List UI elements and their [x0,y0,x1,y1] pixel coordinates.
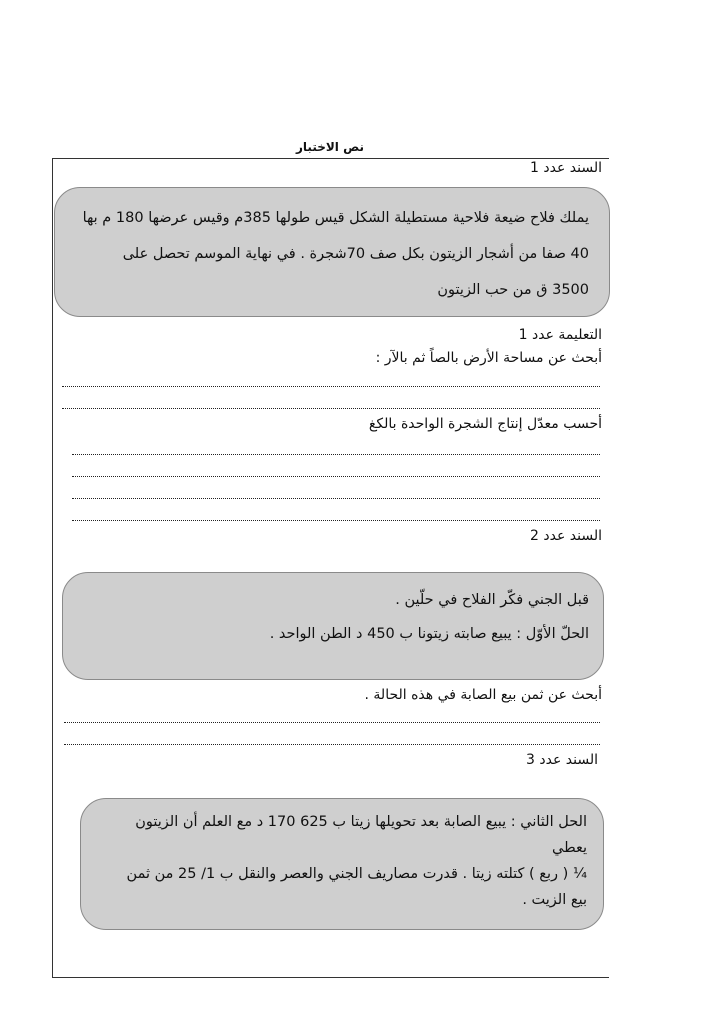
doc1-line-2: 40 صفا من أشجار الزيتون بكل صف 70شجرة . في نهاية الموسم تحصل على [122,246,589,262]
doc2-box [62,572,604,680]
doc1-line-1: يملك فلاح ضيعة فلاحية مستطيلة الشكل قيس طولها 385م وقيس عرضها 180 م بها [82,210,589,226]
doc2-heading: السند عدد 2 [530,528,602,544]
task1-question-1: أبحث عن مساحة الأرض بالصاً ثم بالآر : [375,350,602,366]
doc1-heading: السند عدد 1 [530,160,602,176]
answer-line[interactable] [72,476,600,477]
doc2-question: أبحث عن ثمن بيع الصابة في هذه الحالة . [364,687,602,703]
doc3-box [80,798,604,930]
answer-line[interactable] [62,408,600,409]
answer-line[interactable] [72,454,600,455]
doc3-line-2: يعطي [551,840,587,856]
doc3-line-4: بيع الزيت . [522,892,587,908]
doc1-line-3: 3500 ق من حب الزيتون [437,282,589,298]
doc3-heading: السند عدد 3 [526,752,598,768]
doc2-line-2: الحلّ الأوّل : يبيع صابته زيتونا ب 450 د الطن الواحد . [269,626,589,642]
page-title: نص الاختبار [296,140,364,154]
answer-line[interactable] [62,386,600,387]
doc3-line-1: الحل الثاني : يبيع الصابة بعد تحويلها زيتا ب 625 170 د مع العلم أن الزيتون [135,814,587,830]
answer-line[interactable] [64,744,600,745]
answer-line[interactable] [72,498,600,499]
answer-line[interactable] [64,722,600,723]
doc3-line-3: ¼ ( ربع ) كتلته زيتا . قدرت مصاريف الجني والعصر والنقل ب 1/ 25 من ثمن [126,866,587,882]
doc2-line-1: قبل الجني فكّر الفلاح في حلّين . [395,592,589,608]
task1-question-2: أحسب معدّل إنتاج الشجرة الواحدة بالكغ [368,416,602,432]
doc1-box [54,187,610,317]
task1-heading: التعليمة عدد 1 [518,327,602,343]
answer-line[interactable] [72,520,600,521]
